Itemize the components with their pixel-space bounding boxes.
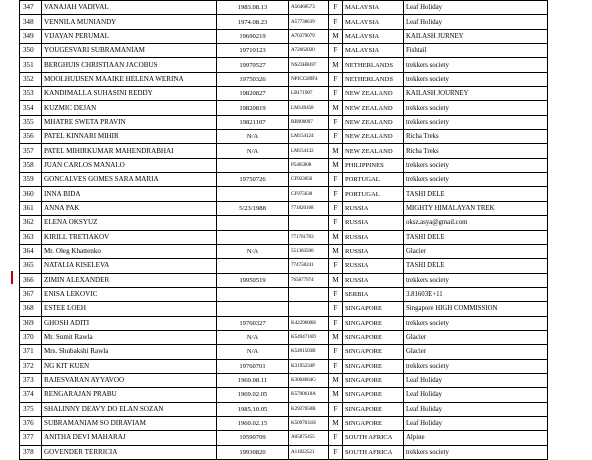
agency-cell: trekkers society bbox=[404, 445, 548, 459]
passport-number-cell: K5494716D bbox=[289, 330, 329, 344]
person-name-cell: VANAJAH VADIVAL bbox=[42, 1, 217, 15]
sex-cell: F bbox=[329, 359, 343, 373]
date-of-birth-cell bbox=[217, 216, 289, 230]
nationality-cell: NEW ZEALAND bbox=[343, 101, 404, 115]
sex-cell: F bbox=[329, 173, 343, 187]
row-number-cell: 376 bbox=[20, 416, 42, 430]
row-number-cell: 363 bbox=[20, 230, 42, 244]
nationality-cell: NEW ZEALAND bbox=[343, 87, 404, 101]
date-of-birth-cell: 1969.02.05 bbox=[217, 388, 289, 402]
person-name-cell: SUBRAMANIAM SO DIRAVIAM bbox=[42, 416, 217, 430]
person-name-cell: KANDIMALLA SUHASINI REDDY bbox=[42, 87, 217, 101]
date-of-birth-cell: 19710123 bbox=[217, 44, 289, 58]
person-name-cell: GHOSH ADITI bbox=[42, 316, 217, 330]
nationality-cell: NEW ZEALAND bbox=[343, 144, 404, 158]
table-row bbox=[20, 273, 548, 287]
sex-cell: F bbox=[329, 402, 343, 416]
sex-cell: M bbox=[329, 144, 343, 158]
date-of-birth-cell: 1985.10.05 bbox=[217, 402, 289, 416]
nationality-cell: SINGAPORE bbox=[343, 302, 404, 316]
date-of-birth-cell: N/A bbox=[217, 244, 289, 258]
person-name-cell: ESTEE LOEH bbox=[42, 302, 217, 316]
person-name-cell: YOUGESVARI SUBRAMANIAM bbox=[42, 44, 217, 58]
row-number-cell: 370 bbox=[20, 330, 42, 344]
date-of-birth-cell: 19930820 bbox=[217, 445, 289, 459]
passport-number-cell: K5097031H bbox=[289, 416, 329, 430]
passport-number-cell: NS23HBJ87 bbox=[289, 58, 329, 72]
table-row bbox=[20, 44, 548, 58]
nationality-cell: SINGAPORE bbox=[343, 388, 404, 402]
row-number-cell: 371 bbox=[20, 345, 42, 359]
row-number-cell: 349 bbox=[20, 29, 42, 43]
table-row bbox=[20, 29, 548, 43]
passport-number-cell: A57738639 bbox=[289, 15, 329, 29]
row-number-cell: 351 bbox=[20, 58, 42, 72]
sex-cell: F bbox=[329, 187, 343, 201]
row-number-cell: 353 bbox=[20, 87, 42, 101]
date-of-birth-cell: 19760701 bbox=[217, 359, 289, 373]
date-of-birth-cell: N/A bbox=[217, 330, 289, 344]
nationality-cell: NETHERLANDS bbox=[343, 72, 404, 86]
table-row bbox=[20, 130, 548, 144]
sex-cell: M bbox=[329, 373, 343, 387]
passport-number-cell: A56468573 bbox=[289, 1, 329, 15]
person-name-cell: ANITHA DEVI MAHARAJ bbox=[42, 431, 217, 445]
table-row bbox=[20, 416, 548, 430]
date-of-birth-cell: 1974.08.23 bbox=[217, 15, 289, 29]
passport-number-cell: K5700618A bbox=[289, 388, 329, 402]
table-row bbox=[20, 173, 548, 187]
date-of-birth-cell: 19820819 bbox=[217, 101, 289, 115]
agency-cell: Glacier bbox=[404, 244, 548, 258]
nationality-cell: PORTUGAL bbox=[343, 173, 404, 187]
sex-cell: F bbox=[329, 216, 343, 230]
person-name-cell: JUAN CARLOS MANALO bbox=[42, 158, 217, 172]
agency-cell: oksz.asya@gmail.com bbox=[404, 216, 548, 230]
table-row bbox=[20, 402, 548, 416]
registration-table bbox=[19, 0, 547, 460]
date-of-birth-cell: N/A bbox=[217, 345, 289, 359]
sex-cell: F bbox=[329, 302, 343, 316]
agency-cell: trekkers society bbox=[404, 72, 548, 86]
person-name-cell: SHALINNY DEAVY DO ELAN SOZAN bbox=[42, 402, 217, 416]
nationality-cell: RUSSIA bbox=[343, 244, 404, 258]
nationality-cell: RUSSIA bbox=[343, 230, 404, 244]
table-row bbox=[20, 144, 548, 158]
person-name-cell: Mr. Sumit Rawla bbox=[42, 330, 217, 344]
person-name-cell: VENNILA MUNIANDY bbox=[42, 15, 217, 29]
date-of-birth-cell: 19750726 bbox=[217, 173, 289, 187]
sex-cell: F bbox=[329, 87, 343, 101]
passport-number-cell: A70379079 bbox=[289, 29, 329, 43]
table-row bbox=[20, 345, 548, 359]
row-number-cell: 368 bbox=[20, 302, 42, 316]
date-of-birth-cell: 19590709 bbox=[217, 431, 289, 445]
person-name-cell: PATEL MIHIRKUMAR MAHENDRABHAI bbox=[42, 144, 217, 158]
nationality-cell: PORTUGAL bbox=[343, 187, 404, 201]
table-row bbox=[20, 115, 548, 129]
person-name-cell: KIRILL TRETIAKOV bbox=[42, 230, 217, 244]
row-number-cell: 357 bbox=[20, 144, 42, 158]
table-row bbox=[20, 302, 548, 316]
table-row bbox=[20, 230, 548, 244]
passport-number-cell: A05875455 bbox=[289, 431, 329, 445]
passport-number-cell: A11822521 bbox=[289, 445, 329, 459]
row-number-cell: 360 bbox=[20, 187, 42, 201]
person-name-cell: ZIMIN ALEXANDER bbox=[42, 273, 217, 287]
sex-cell: M bbox=[329, 273, 343, 287]
sex-cell: F bbox=[329, 130, 343, 144]
nationality-cell: NEW ZEALAND bbox=[343, 115, 404, 129]
person-name-cell: Mr. Oleg Khattenko bbox=[42, 244, 217, 258]
sex-cell: M bbox=[329, 158, 343, 172]
sex-cell: F bbox=[329, 287, 343, 301]
person-name-cell: ANNA PAK bbox=[42, 201, 217, 215]
agency-cell: Richa Treks bbox=[404, 144, 548, 158]
date-of-birth-cell: 19750326 bbox=[217, 72, 289, 86]
table-row bbox=[20, 373, 548, 387]
nationality-cell: MALAYSIA bbox=[343, 44, 404, 58]
passport-number-cell: 765877974 bbox=[289, 273, 329, 287]
table-body bbox=[20, 1, 548, 460]
table-row bbox=[20, 359, 548, 373]
nationality-cell: SINGAPORE bbox=[343, 316, 404, 330]
passport-number-cell: K5491503B bbox=[289, 345, 329, 359]
agency-cell: Glacier bbox=[404, 345, 548, 359]
passport-number-cell: NPJCCH9F4 bbox=[289, 72, 329, 86]
person-name-cell: RENGARAJAN PRABU bbox=[42, 388, 217, 402]
agency-cell: TASHI DELE bbox=[404, 187, 548, 201]
person-name-cell: RAJESVARAN AYYAVOO bbox=[42, 373, 217, 387]
table-row bbox=[20, 244, 548, 258]
person-name-cell: GOVENDER TERRICIA bbox=[42, 445, 217, 459]
person-name-cell: GONCALVES GOMES SARA MARIA bbox=[42, 173, 217, 187]
agency-cell: Leaf Holiday bbox=[404, 416, 548, 430]
date-of-birth-cell bbox=[217, 230, 289, 244]
table-row bbox=[20, 287, 548, 301]
row-edit-marker bbox=[11, 271, 13, 284]
table-row bbox=[20, 15, 548, 29]
table-row bbox=[20, 388, 548, 402]
passport-number-cell: P5465808 bbox=[289, 158, 329, 172]
agency-cell: trekkers society bbox=[404, 101, 548, 115]
agency-cell: Leaf Holiday bbox=[404, 373, 548, 387]
person-name-cell: PATEL KINNARI MIHIR bbox=[42, 130, 217, 144]
passport-number-cell: K4229600H bbox=[289, 316, 329, 330]
table-row bbox=[20, 101, 548, 115]
agency-cell: Leaf Holiday bbox=[404, 388, 548, 402]
agency-cell: Fishtail bbox=[404, 44, 548, 58]
agency-cell: trekkers society bbox=[404, 58, 548, 72]
nationality-cell: SINGAPORE bbox=[343, 402, 404, 416]
passport-number-cell: K3004664G bbox=[289, 373, 329, 387]
agency-cell: Richa Treks bbox=[404, 130, 548, 144]
sex-cell: F bbox=[329, 445, 343, 459]
table-row bbox=[20, 330, 548, 344]
table-row bbox=[20, 158, 548, 172]
sex-cell: M bbox=[329, 230, 343, 244]
date-of-birth-cell bbox=[217, 187, 289, 201]
date-of-birth-cell bbox=[217, 287, 289, 301]
table-row bbox=[20, 259, 548, 273]
date-of-birth-cell: 19970527 bbox=[217, 58, 289, 72]
sex-cell: M bbox=[329, 101, 343, 115]
sex-cell: M bbox=[329, 244, 343, 258]
agency-cell: Leaf Holiday bbox=[404, 402, 548, 416]
person-name-cell: NATALIA KISELEVA bbox=[42, 259, 217, 273]
nationality-cell: NETHERLANDS bbox=[343, 58, 404, 72]
sex-cell: M bbox=[329, 58, 343, 72]
passport-number-cell bbox=[289, 287, 329, 301]
table-row bbox=[20, 216, 548, 230]
table-row bbox=[20, 1, 548, 15]
agency-cell: trekkers society bbox=[404, 173, 548, 187]
passport-number-cell: 774758241 bbox=[289, 259, 329, 273]
agency-cell: KAILASH JOURNEY bbox=[404, 87, 548, 101]
row-number-cell: 359 bbox=[20, 173, 42, 187]
table-row bbox=[20, 316, 548, 330]
agency-cell: Leaf Holiday bbox=[404, 1, 548, 15]
passport-number-cell: 551383500 bbox=[289, 244, 329, 258]
date-of-birth-cell: 1960.02.15 bbox=[217, 416, 289, 430]
passport-number-cell: K2927050R bbox=[289, 402, 329, 416]
nationality-cell: SINGAPORE bbox=[343, 345, 404, 359]
sex-cell: F bbox=[329, 345, 343, 359]
row-number-cell: 373 bbox=[20, 373, 42, 387]
person-name-cell: ENISA LEKOVIC bbox=[42, 287, 217, 301]
nationality-cell: SINGAPORE bbox=[343, 359, 404, 373]
row-number-cell: 354 bbox=[20, 101, 42, 115]
row-number-cell: 356 bbox=[20, 130, 42, 144]
row-number-cell: 375 bbox=[20, 402, 42, 416]
agency-cell: Glacier bbox=[404, 330, 548, 344]
nationality-cell: RUSSIA bbox=[343, 273, 404, 287]
date-of-birth-cell: 19950519 bbox=[217, 273, 289, 287]
agency-cell: TASHI DELE bbox=[404, 259, 548, 273]
passport-number-cell bbox=[289, 216, 329, 230]
nationality-cell: NEW ZEALAND bbox=[343, 130, 404, 144]
agency-cell: Singapore HIGH COMMISSION bbox=[404, 302, 548, 316]
row-number-cell: 374 bbox=[20, 388, 42, 402]
row-number-cell: 355 bbox=[20, 115, 42, 129]
person-name-cell: MHATRE SWETA PRAVIN bbox=[42, 115, 217, 129]
person-name-cell: NG KIT KUEN bbox=[42, 359, 217, 373]
sex-cell: F bbox=[329, 201, 343, 215]
person-name-cell: VIJAYAN PERUMAL bbox=[42, 29, 217, 43]
agency-cell: trekkers society bbox=[404, 316, 548, 330]
agency-cell: trekkers society bbox=[404, 158, 548, 172]
nationality-cell: PHILIPPINES bbox=[343, 158, 404, 172]
sex-cell: F bbox=[329, 259, 343, 273]
row-number-cell: 361 bbox=[20, 201, 42, 215]
person-name-cell: KUZMIC DEJAN bbox=[42, 101, 217, 115]
passport-number-cell: 771761703 bbox=[289, 230, 329, 244]
table-row bbox=[20, 445, 548, 459]
row-number-cell: 348 bbox=[20, 15, 42, 29]
date-of-birth-cell: 19760327 bbox=[217, 316, 289, 330]
row-number-cell: 367 bbox=[20, 287, 42, 301]
row-number-cell: 372 bbox=[20, 359, 42, 373]
passport-number-cell: CF975638 bbox=[289, 187, 329, 201]
date-of-birth-cell: 19690219 bbox=[217, 29, 289, 43]
passport-number-cell: LB171907 bbox=[289, 87, 329, 101]
table-row bbox=[20, 87, 548, 101]
date-of-birth-cell bbox=[217, 158, 289, 172]
passport-number-cell: LM154124 bbox=[289, 130, 329, 144]
agency-cell: 3.81603E+11 bbox=[404, 287, 548, 301]
sex-cell: F bbox=[329, 115, 343, 129]
nationality-cell: SERBIA bbox=[343, 287, 404, 301]
sex-cell: F bbox=[329, 15, 343, 29]
nationality-cell: MALAYSIA bbox=[343, 29, 404, 43]
passport-number-cell: LM149458 bbox=[289, 101, 329, 115]
agency-cell: trekkers society bbox=[404, 359, 548, 373]
row-number-cell: 364 bbox=[20, 244, 42, 258]
nationality-cell: SINGAPORE bbox=[343, 330, 404, 344]
agency-cell: MIGHTY HIMALAYAN TREK bbox=[404, 201, 548, 215]
row-number-cell: 366 bbox=[20, 273, 42, 287]
passport-number-cell: A72662020 bbox=[289, 44, 329, 58]
date-of-birth-cell: 19820827 bbox=[217, 87, 289, 101]
agency-cell: Alpine bbox=[404, 431, 548, 445]
row-number-cell: 369 bbox=[20, 316, 42, 330]
table-row bbox=[20, 431, 548, 445]
sex-cell: F bbox=[329, 1, 343, 15]
nationality-cell: MALAYSIA bbox=[343, 1, 404, 15]
date-of-birth-cell: 1969.08.11 bbox=[217, 373, 289, 387]
passport-number-cell: 771820168 bbox=[289, 201, 329, 215]
date-of-birth-cell: 1983.08.13 bbox=[217, 1, 289, 15]
agency-cell: trekkers society bbox=[404, 115, 548, 129]
row-number-cell: 377 bbox=[20, 431, 42, 445]
row-number-cell: 365 bbox=[20, 259, 42, 273]
sex-cell: M bbox=[329, 330, 343, 344]
sex-cell: M bbox=[329, 416, 343, 430]
row-number-cell: 352 bbox=[20, 72, 42, 86]
sex-cell: F bbox=[329, 44, 343, 58]
person-name-cell: BERGHUIS CHRISTIAAN JACOBUS bbox=[42, 58, 217, 72]
nationality-cell: SOUTH AFRICA bbox=[343, 445, 404, 459]
date-of-birth-cell: 5/23/1988 bbox=[217, 201, 289, 215]
person-name-cell: MOOLHUIJSEN MAAIKE HELENA WERINA bbox=[42, 72, 217, 86]
date-of-birth-cell bbox=[217, 259, 289, 273]
sex-cell: M bbox=[329, 388, 343, 402]
nationality-cell: SOUTH AFRICA bbox=[343, 431, 404, 445]
passport-number-cell bbox=[289, 302, 329, 316]
date-of-birth-cell: N/A bbox=[217, 144, 289, 158]
nationality-cell: SINGAPORE bbox=[343, 416, 404, 430]
table-row bbox=[20, 58, 548, 72]
date-of-birth-cell: N/A bbox=[217, 130, 289, 144]
agency-cell: trekkers society bbox=[404, 273, 548, 287]
agency-cell: TASHI DELE bbox=[404, 230, 548, 244]
person-name-cell: ELENA OKSYUZ bbox=[42, 216, 217, 230]
nationality-cell: RUSSIA bbox=[343, 201, 404, 215]
nationality-cell: SINGAPORE bbox=[343, 373, 404, 387]
row-number-cell: 362 bbox=[20, 216, 42, 230]
nationality-cell: RUSSIA bbox=[343, 259, 404, 273]
sex-cell: F bbox=[329, 431, 343, 445]
sex-cell: F bbox=[329, 72, 343, 86]
date-of-birth-cell: 19821107 bbox=[217, 115, 289, 129]
nationality-cell: MALAYSIA bbox=[343, 15, 404, 29]
table-row bbox=[20, 201, 548, 215]
date-of-birth-cell bbox=[217, 302, 289, 316]
nationality-cell: RUSSIA bbox=[343, 216, 404, 230]
sex-cell: M bbox=[329, 29, 343, 43]
sex-cell: F bbox=[329, 316, 343, 330]
passport-number-cell: LM154132 bbox=[289, 144, 329, 158]
passport-number-cell: K3195234P bbox=[289, 359, 329, 373]
person-name-cell: INNA BIDA bbox=[42, 187, 217, 201]
agency-cell: KAILASH JURNEY bbox=[404, 29, 548, 43]
row-number-cell: 358 bbox=[20, 158, 42, 172]
row-number-cell: 378 bbox=[20, 445, 42, 459]
passport-number-cell: CF923056 bbox=[289, 173, 329, 187]
row-number-cell: 350 bbox=[20, 44, 42, 58]
table-row bbox=[20, 72, 548, 86]
row-number-cell: 347 bbox=[20, 1, 42, 15]
agency-cell: Leaf Holiday bbox=[404, 15, 548, 29]
table-row bbox=[20, 187, 548, 201]
passport-number-cell: RB900097 bbox=[289, 115, 329, 129]
person-name-cell: Mrs. Shubakshi Rawla bbox=[42, 345, 217, 359]
